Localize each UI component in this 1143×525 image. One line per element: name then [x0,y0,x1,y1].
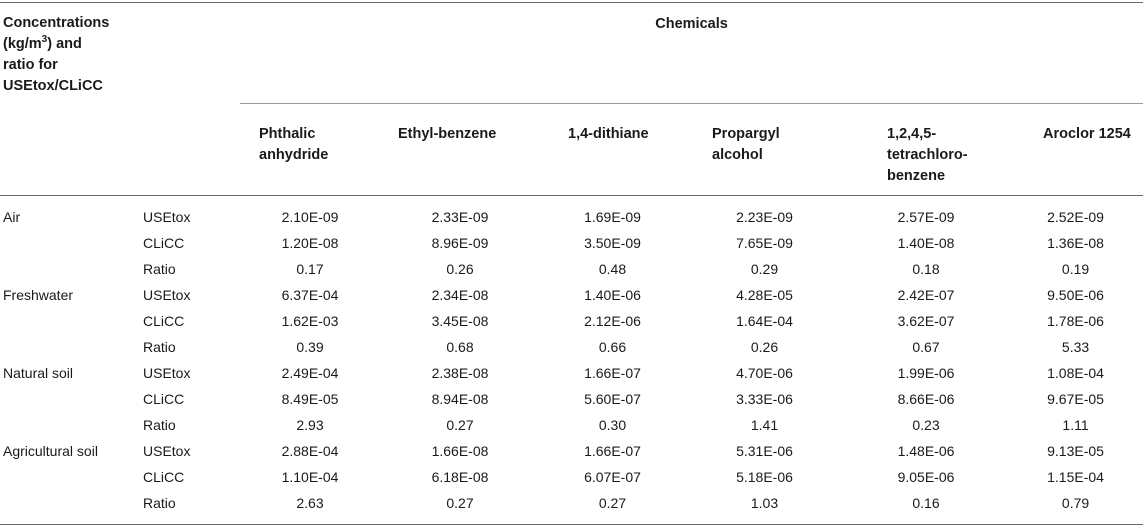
column-header-5 [844,112,1008,196]
value-cell: 0.66 [598,339,627,355]
value-cell: 1.20E-08 [281,235,339,251]
corner-line-4: USEtox/CLiCC [3,78,103,94]
value-cell: 5.31E-06 [736,443,793,459]
column-header-line: anhydride [259,147,329,163]
table-row [0,386,1143,412]
table-row [0,438,1143,464]
medium-label [0,490,140,525]
value-cell: 1.78E-06 [1047,313,1104,329]
value-cell: 8.66E-06 [897,391,955,407]
value-cell: 1.08E-04 [1047,365,1104,381]
medium-label [0,334,140,360]
column-header-line: tetrachloro- [887,147,968,163]
model-label: USEtox [143,443,191,459]
value-cell: 4.70E-06 [736,365,793,381]
value-cell: 6.07E-07 [584,469,641,485]
value-cell: 0.17 [296,261,324,277]
value-cell: 0.79 [1061,495,1090,511]
value-cell: 3.45E-08 [431,313,489,329]
medium-label [0,464,140,490]
value-cell: 0.16 [912,495,940,511]
medium-label [0,308,140,334]
value-cell: 0.23 [912,417,940,433]
model-label: CLiCC [143,235,185,251]
column-header-line: 1,2,4,5- [887,126,937,142]
medium-label: Natural soil [3,365,74,381]
model-label: Ratio [143,339,176,355]
column-header-line: alcohol [712,147,763,163]
value-cell: 2.52E-09 [1047,209,1104,225]
value-cell: 1.40E-08 [897,235,955,251]
value-cell: 1.11 [1062,417,1089,433]
medium-label: Agricultural soil [3,443,98,459]
column-header-2 [380,112,540,196]
corner-line-2: $(kg/m^3)$ and [3,34,82,52]
value-cell: 2.10E-09 [281,209,339,225]
medium-label [0,412,140,438]
table-row [0,196,1143,231]
value-cell: 8.96E-09 [431,235,489,251]
value-cell: 1.41 [750,417,779,433]
medium-label [0,256,140,282]
value-cell: 1.48E-06 [897,443,955,459]
model-label: Ratio [143,261,176,277]
value-cell: 3.50E-09 [584,235,641,251]
value-cell: 1.40E-06 [584,287,641,303]
column-header-line: Aroclor 1254 [1043,126,1131,142]
model-label: USEtox [143,287,191,303]
concentration-table [0,2,1143,525]
table-row [0,412,1143,438]
table-row [0,464,1143,490]
model-label: CLiCC [143,391,185,407]
value-cell: 2.34E-08 [431,287,489,303]
value-cell: 0.26 [446,261,474,277]
value-cell: 1.36E-08 [1047,235,1104,251]
model-label: Ratio [143,417,176,433]
value-cell: 0.26 [750,339,779,355]
column-header-3 [540,112,685,196]
value-cell: 2.23E-09 [736,209,793,225]
value-cell: 2.12E-06 [584,313,641,329]
value-cell: 2.49E-04 [281,365,339,381]
value-cell: 5.33 [1061,339,1090,355]
value-cell: 4.28E-05 [736,287,793,303]
corner-header [0,3,140,113]
medium-label [0,230,140,256]
value-cell: 0.29 [750,261,779,277]
value-cell: 6.18E-08 [431,469,489,485]
header-row-top [0,3,1143,104]
medium-label: Air [3,209,21,225]
column-header-6 [1008,112,1143,196]
value-cell: 0.39 [296,339,324,355]
value-cell: 1.64E-04 [736,313,793,329]
value-cell: 1.03 [750,495,779,511]
value-cell: 3.33E-06 [736,391,793,407]
column-header-line: benzene [887,168,946,184]
value-cell: 0.27 [598,495,627,511]
value-cell: 0.27 [446,495,474,511]
value-cell: 1.66E-07 [584,365,641,381]
value-cell: 1.66E-07 [584,443,641,459]
model-label: Ratio [143,495,176,511]
model-label: USEtox [143,209,191,225]
table-row [0,334,1143,360]
value-cell: 2.57E-09 [897,209,955,225]
value-cell: 2.33E-09 [431,209,489,225]
value-cell: 0.27 [446,417,474,433]
value-cell: 2.93 [296,417,324,433]
column-header-line: Ethyl-benzene [398,126,497,142]
table-row [0,308,1143,334]
value-cell: 0.48 [598,261,627,277]
column-header-line: 1,4-dithiane [568,126,649,142]
value-cell: 8.94E-08 [431,391,489,407]
value-cell: 1.62E-03 [281,313,339,329]
table-row [0,230,1143,256]
column-header-row [0,112,1143,196]
medium-label: Freshwater [3,287,74,303]
column-header-line: Phthalic [259,126,316,142]
value-cell: 9.13E-05 [1047,443,1104,459]
value-cell: 2.88E-04 [281,443,339,459]
value-cell: 1.69E-09 [584,209,641,225]
value-cell: 2.63 [296,495,324,511]
value-cell: 3.62E-07 [897,313,955,329]
model-label: USEtox [143,365,191,381]
value-cell: 1.66E-08 [431,443,489,459]
chemicals-header: Chemicals [240,3,1143,104]
corner-header-spacer [140,3,240,113]
table-row [0,490,1143,525]
value-cell: 2.42E-07 [897,287,955,303]
value-cell: 9.50E-06 [1047,287,1104,303]
value-cell: 2.38E-08 [431,365,489,381]
value-cell: 1.10E-04 [281,469,339,485]
value-cell: 9.67E-05 [1047,391,1104,407]
table-row [0,256,1143,282]
column-header-4 [685,112,844,196]
value-cell: 0.19 [1061,261,1090,277]
value-cell: 0.30 [598,417,627,433]
value-cell: 0.67 [912,339,940,355]
corner-line-3: ratio for [3,57,58,73]
table-row [0,282,1143,308]
value-cell: 1.99E-06 [897,365,955,381]
column-header-1 [240,112,380,196]
column-header-line: Propargyl [712,126,780,142]
model-label: CLiCC [143,469,185,485]
model-label: CLiCC [143,313,185,329]
value-cell: 5.18E-06 [736,469,793,485]
corner-line-1: Concentrations [3,15,110,31]
value-cell: 7.65E-09 [736,235,793,251]
value-cell: 5.60E-07 [584,391,641,407]
value-cell: 0.18 [912,261,940,277]
value-cell: 9.05E-06 [897,469,955,485]
value-cell: 6.37E-04 [281,287,339,303]
medium-label [0,386,140,412]
value-cell: 8.49E-05 [281,391,339,407]
value-cell: 1.15E-04 [1047,469,1104,485]
value-cell: 0.68 [446,339,474,355]
table-row [0,360,1143,386]
